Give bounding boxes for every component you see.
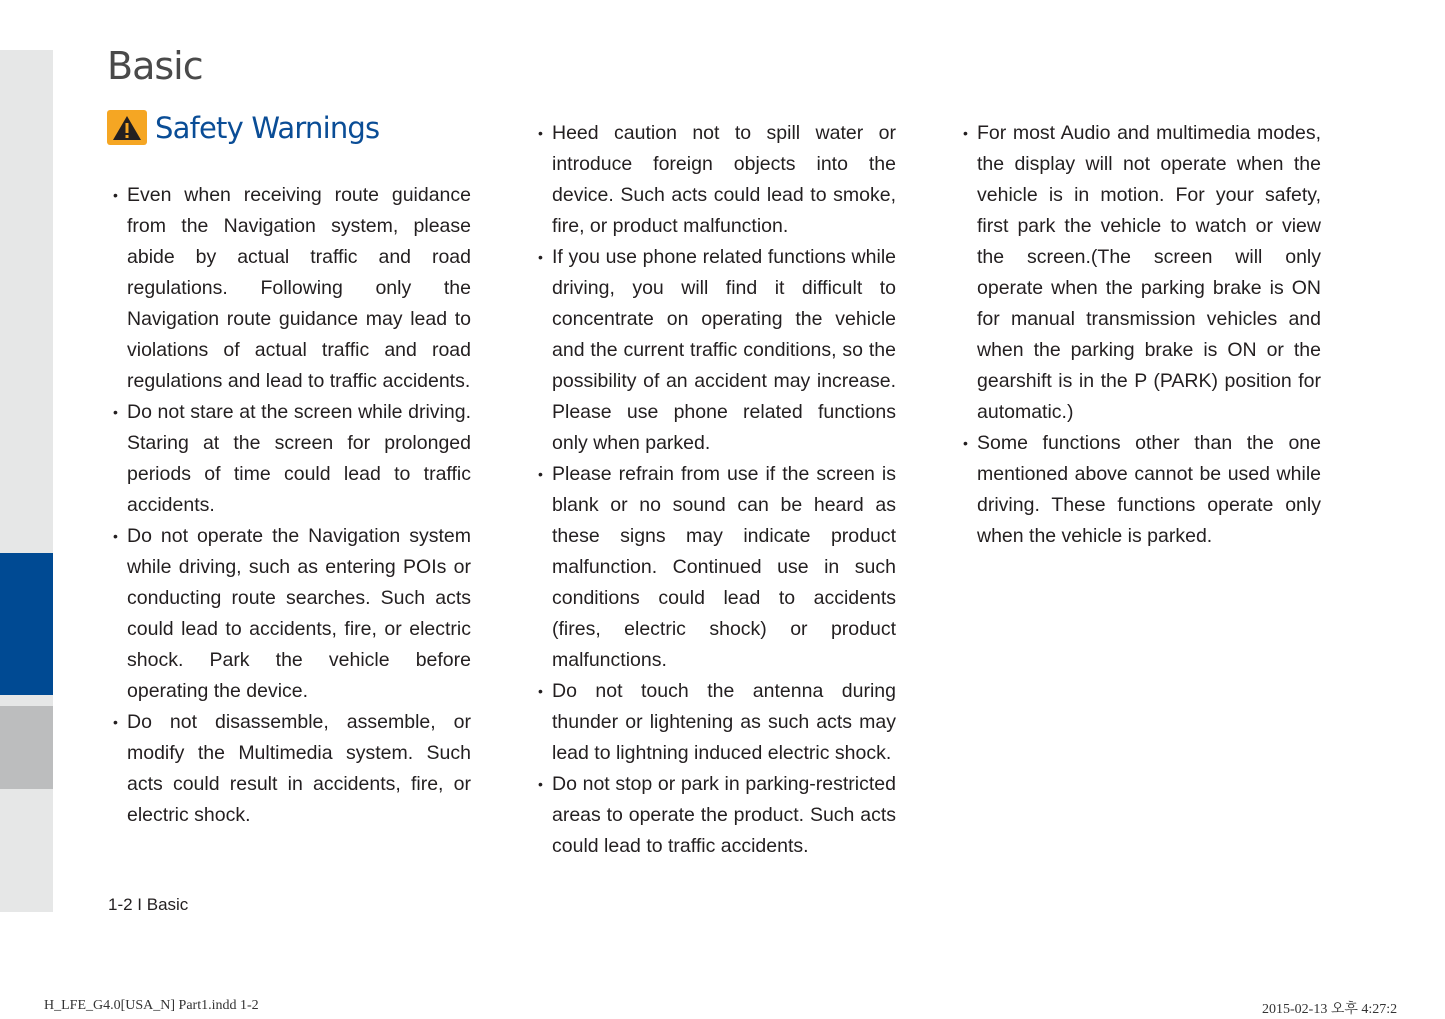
warning-item: • Do not operate the Navigation system while driving, such as entering POIs or conducting route searches. Such acts could lead to accidents, fire, or electric shock. Park the vehicle before operating the device. <box>113 521 471 707</box>
bullet: • <box>538 776 543 792</box>
warning-item: • Do not disassemble, assemble, or modify the Multimedia system. Such acts could result in accidents, fire, or electric shock. <box>113 707 471 831</box>
warning-item: • Even when receiving route guidance from the Navigation system, please abide by actual traffic and road regulations. Following only the Navigation route guidance may lead to violations of actual traffic and road regulations and lead to traffic accidents. <box>113 180 471 397</box>
warning-item: • Do not stare at the screen while driving. Staring at the screen for prolonged periods of time could lead to traffic accidents. <box>113 397 471 521</box>
page-title: Basic <box>107 44 203 88</box>
warning-item: • Some functions other than the one mentioned above cannot be used while driving. These functions operate only when the vehicle is parked. <box>963 428 1321 552</box>
print-footer-date: 2015-02-13 오후 4:27:2 <box>1262 1002 1398 1017</box>
bullet: • <box>538 249 543 265</box>
column-3 <box>963 118 1321 552</box>
bullet: • <box>113 714 118 730</box>
column-1 <box>113 180 471 831</box>
bullet: • <box>963 435 968 451</box>
warning-icon <box>107 110 147 145</box>
bullet: • <box>538 466 543 482</box>
section-header <box>107 110 379 145</box>
bullet: • <box>538 125 543 141</box>
bullet: • <box>963 125 968 141</box>
side-tab-active <box>0 553 53 695</box>
warning-item: • Do not stop or park in parking-restricted areas to operate the product. Such acts could lead to traffic accidents. <box>538 769 896 862</box>
warning-item: • For most Audio and multimedia modes, the display will not operate when the vehicle is in motion. For your safety, first park the vehicle to watch or view the screen.(The screen will only operate when the parking brake is ON for manual transmission vehicles and when the parking brake is ON or the gearshift is in the P (PARK) position for automatic.) <box>963 118 1321 428</box>
side-tab-marker <box>0 706 53 789</box>
print-footer-file: H_LFE_G4.0[USA_N] Part1.indd 1-2 <box>44 998 259 1013</box>
warning-item: • Heed caution not to spill water or introduce foreign objects into the device. Such acts could lead to smoke, fire, or product malfunction. <box>538 118 896 242</box>
bullet: • <box>538 683 543 699</box>
bullet: • <box>113 187 118 203</box>
section-title: Safety Warnings <box>155 110 380 145</box>
column-2 <box>538 118 896 862</box>
bullet: • <box>113 404 118 420</box>
warning-item: • Do not touch the antenna during thunder or lightening as such acts may lead to lightning induced electric shock. <box>538 676 896 769</box>
warning-item: • If you use phone related functions while driving, you will find it difficult to concentrate on operating the vehicle and the current traffic conditions, so the possibility of an accident may increase. Please use phone related functions only when parked. <box>538 242 896 459</box>
warning-item: • Please refrain from use if the screen is blank or no sound can be heard as these signs may indicate product malfunction. Continued use in such conditions could lead to accidents (fires, electric shock) or product malfunctions. <box>538 459 896 676</box>
bullet: • <box>113 528 118 544</box>
page-number: 1-2 I Basic <box>108 895 189 914</box>
